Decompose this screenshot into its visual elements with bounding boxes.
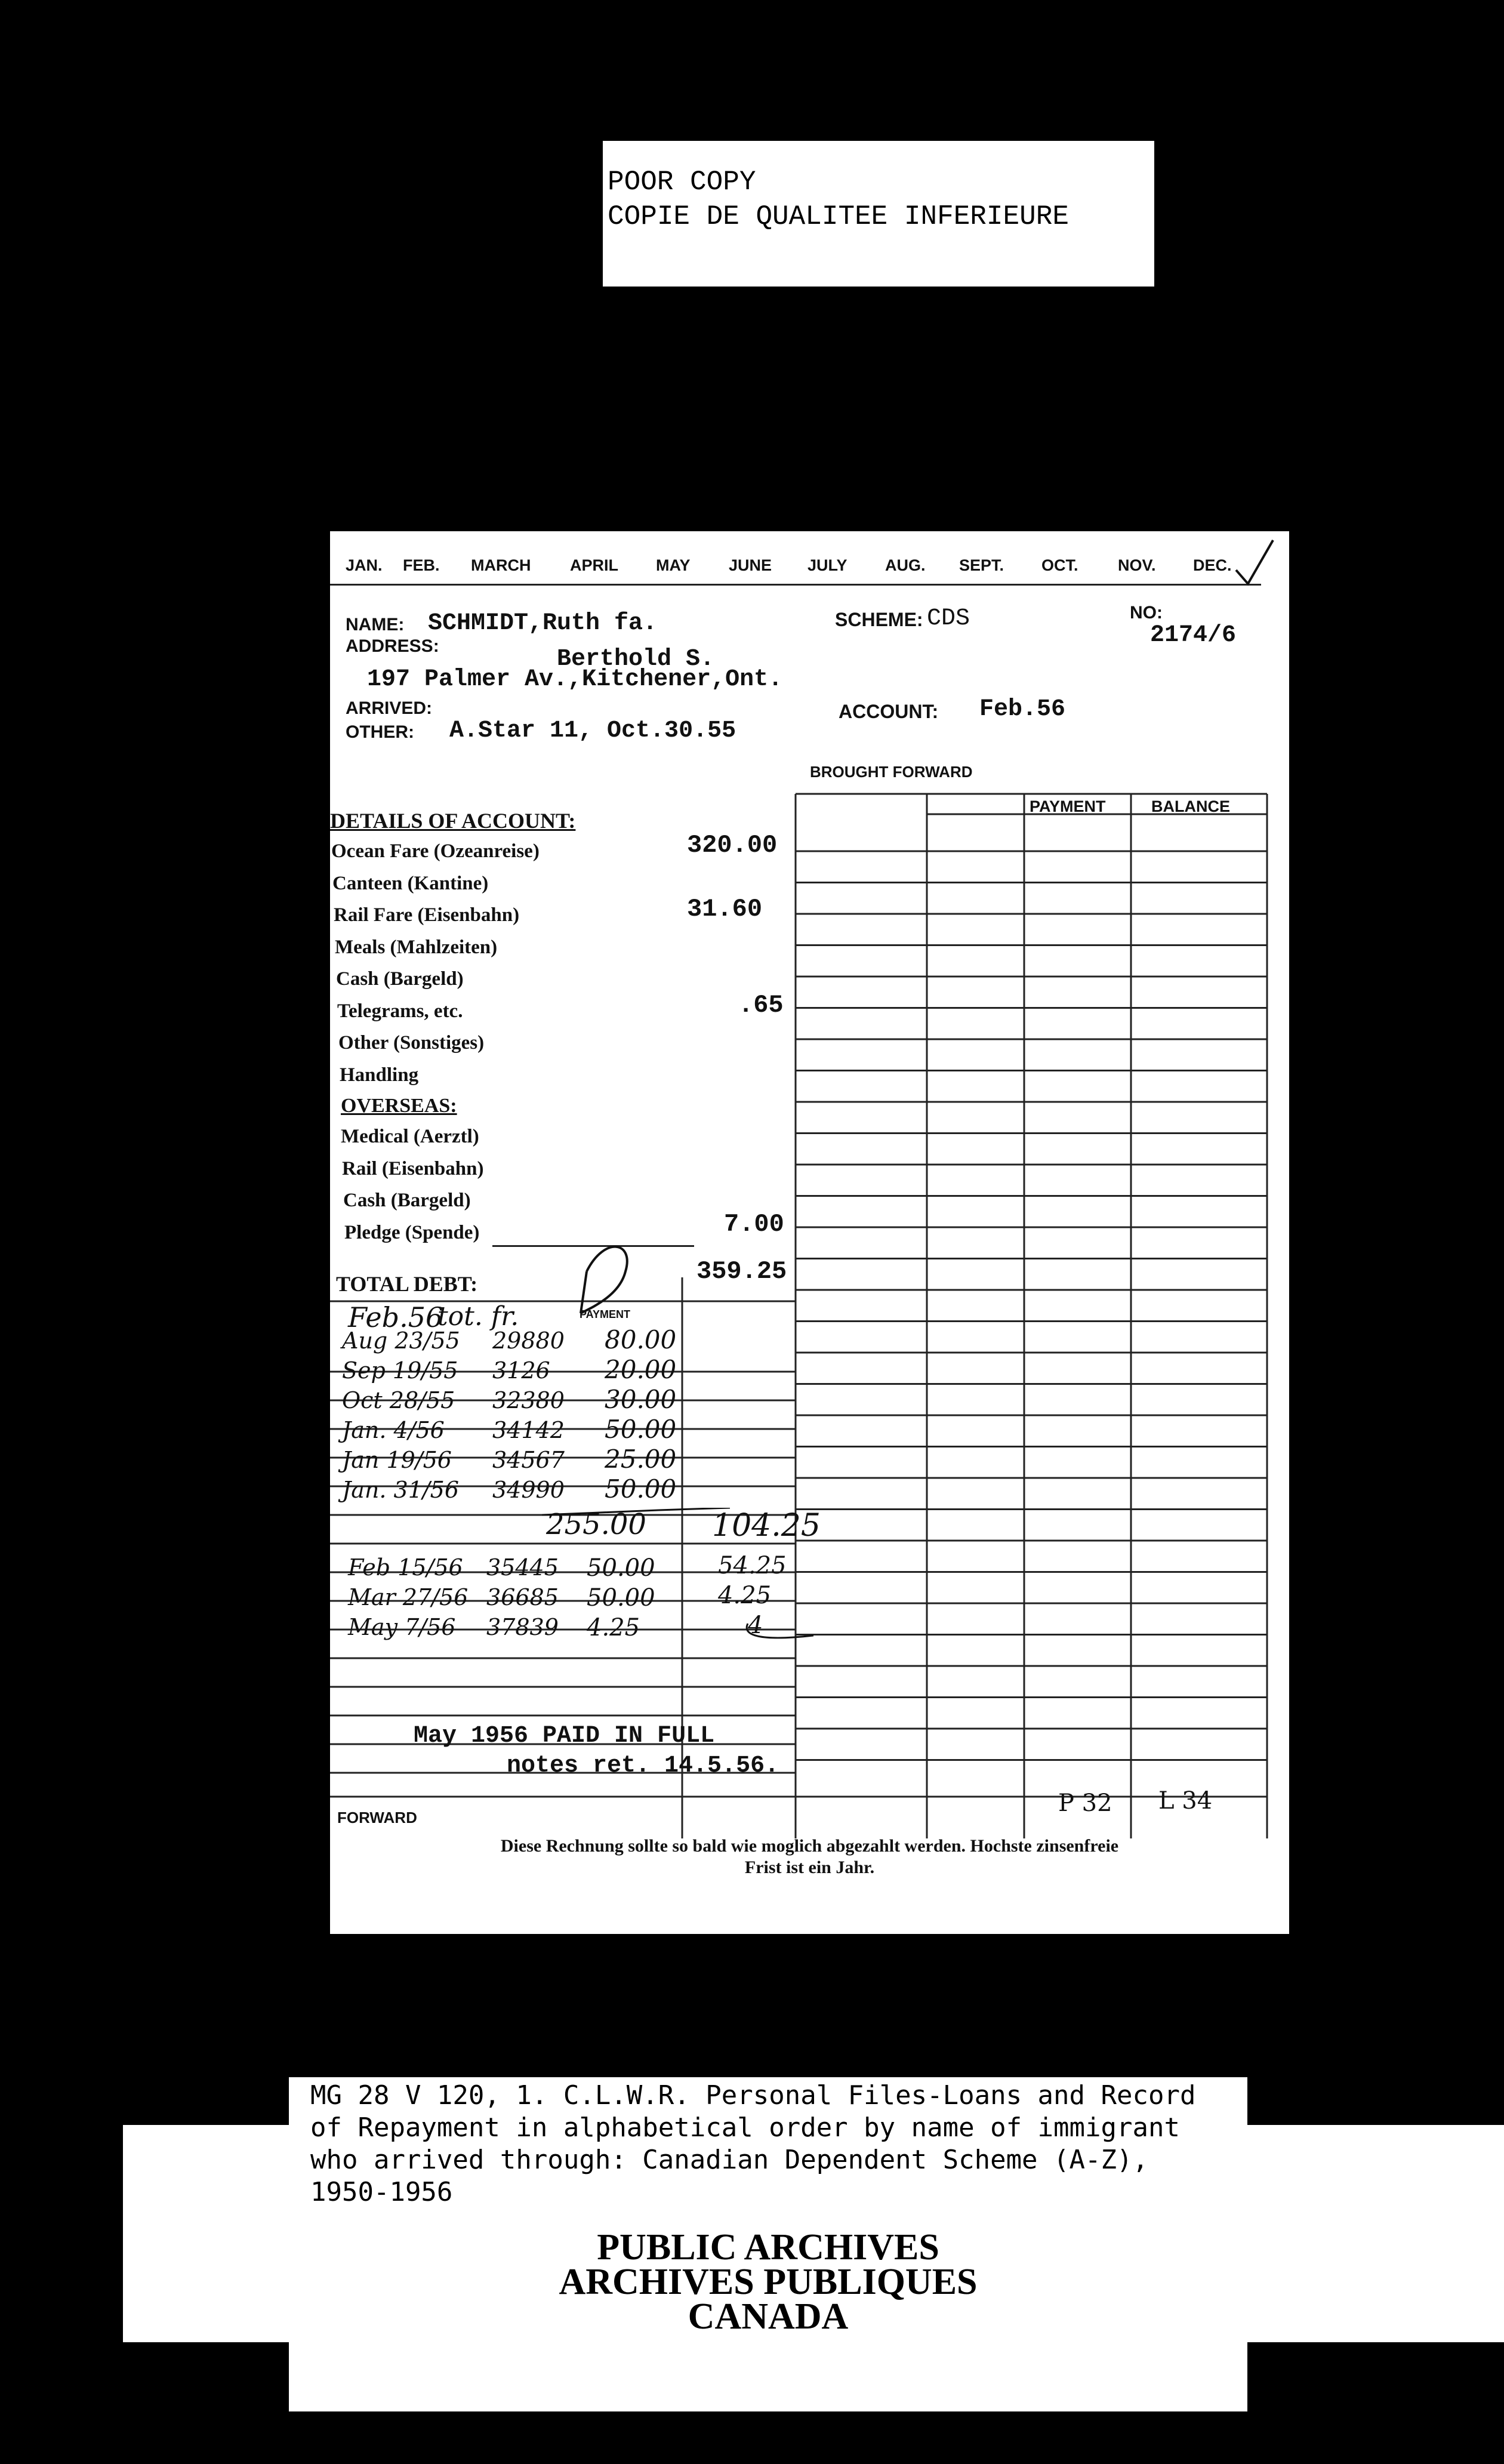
hand-header-note: tot. fr.	[437, 1301, 519, 1332]
archive-line3: who arrived through: Canadian Dependent Scheme (A-Z),	[310, 2145, 1148, 2175]
account-value: Feb.56	[979, 696, 1066, 723]
detail-item-label: Canteen (Kantine)	[332, 872, 489, 894]
archive-line1: MG 28 V 120, 1. C.L.W.R. Personal Files-Loans and Record	[310, 2080, 1196, 2111]
scheme-label: SCHEME:	[835, 609, 923, 630]
notes-line: notes ret. 14.5.56.	[507, 1752, 779, 1779]
month-11: NOV.	[1118, 556, 1156, 574]
ledger-card	[330, 531, 1289, 1934]
payment-ref: 34990	[492, 1477, 565, 1503]
footer-line1: Diese Rechnung sollte so bald wie moglich abgezahlt werden. Hochste zinsenfreie	[500, 1836, 1119, 1856]
overseas-title: OVERSEAS:	[341, 1095, 457, 1117]
month-7: JULY	[808, 556, 847, 574]
month-9: SEPT.	[959, 556, 1004, 574]
poor-copy-label	[603, 141, 1154, 287]
poor-copy-line1: POOR COPY	[608, 167, 756, 198]
footer-line2: Frist ist ein Jahr.	[744, 1858, 875, 1877]
detail-item-label: Meals (Mahlzeiten)	[335, 936, 498, 958]
no-label: NO:	[1130, 603, 1163, 623]
balance-header: BALANCE	[1151, 797, 1230, 815]
payment-ref: 34142	[492, 1417, 565, 1443]
no-value: 2174/6	[1150, 622, 1237, 649]
payment-date: Oct 28/55	[342, 1387, 455, 1413]
overseas-item-amount: 7.00	[724, 1209, 784, 1239]
payment-amount: 80.00	[605, 1325, 677, 1354]
detail-item-label: Cash (Bargeld)	[336, 968, 464, 990]
payment-ref: 3126	[492, 1357, 550, 1384]
poor-copy-line2: COPIE DE QUALITEE INFERIEURE	[608, 201, 1069, 232]
paid-line: May 1956 PAID IN FULL	[414, 1723, 715, 1750]
payment-amount: 30.00	[605, 1385, 677, 1414]
balance-bracket	[742, 1618, 819, 1653]
detail-item-label: Handling	[340, 1064, 419, 1086]
address-line2: 197 Palmer Av.,Kitchener,Ont.	[367, 666, 783, 693]
payment-amount: 25.00	[605, 1444, 677, 1474]
payment-amount: 4.25	[587, 1614, 640, 1641]
subtotal-underline	[539, 1508, 736, 1561]
payment-amount: 50.00	[605, 1415, 677, 1444]
month-12: DEC.	[1193, 556, 1232, 574]
p-ref: P 32	[1058, 1790, 1112, 1817]
l-ref: L 34	[1158, 1787, 1213, 1815]
total-label: TOTAL DEBT:	[336, 1272, 478, 1296]
address-line1: Berthold S.	[557, 646, 715, 673]
archive-stamp-line3: CANADA	[688, 2296, 849, 2337]
payment-date: Aug 23/55	[342, 1328, 460, 1354]
scheme-value: CDS	[927, 605, 970, 632]
hand-header-payment: PAYMENT	[580, 1308, 631, 1320]
payment-date: Jan. 4/56	[342, 1417, 445, 1443]
payment-ref: 32380	[492, 1387, 565, 1413]
subtotal: 255.00	[546, 1508, 646, 1541]
other-value: A.Star 11, Oct.30.55	[449, 717, 736, 744]
hand-header-date: Feb.56	[348, 1301, 443, 1333]
account-label: ACCOUNT:	[839, 701, 939, 722]
name-value: SCHMIDT,Ruth fa.	[428, 610, 658, 637]
month-5: MAY	[656, 556, 691, 574]
payment-balance: 4.25	[718, 1582, 772, 1609]
remaining: 104.25	[712, 1508, 821, 1544]
forward-label: FORWARD	[337, 1809, 417, 1827]
brought-forward-label: BROUGHT FORWARD	[810, 763, 973, 781]
payment-date: Jan 19/56	[342, 1447, 452, 1473]
overseas-item-label: Medical (Aerztl)	[341, 1126, 479, 1147]
detail-item-label: Ocean Fare (Ozeanreise)	[331, 840, 540, 862]
month-4: APRIL	[570, 556, 618, 574]
month-8: AUG.	[885, 556, 926, 574]
payment-ref: 29880	[492, 1328, 565, 1354]
payment-date: Sep 19/55	[342, 1357, 458, 1384]
payment-amount: 20.00	[605, 1355, 677, 1384]
detail-item-amount: 31.60	[687, 895, 763, 923]
detail-item-amount: 320.00	[687, 831, 778, 860]
scribble-mark	[569, 1236, 640, 1325]
payment-ref: 35445	[486, 1554, 559, 1581]
payment-balance: 4	[748, 1612, 763, 1639]
details-title: DETAILS OF ACCOUNT:	[330, 809, 576, 833]
payment-header: PAYMENT	[1030, 797, 1106, 815]
overseas-item-label: Pledge (Spende)	[344, 1221, 480, 1243]
arrived-label: ARRIVED:	[346, 698, 433, 718]
month-6: JUNE	[729, 556, 772, 574]
payment-date: Jan. 31/56	[342, 1477, 460, 1503]
month-10: OCT.	[1041, 556, 1078, 574]
total-value: 359.25	[696, 1257, 787, 1286]
payment-amount: 50.00	[605, 1474, 677, 1504]
overseas-item-label: Cash (Bargeld)	[343, 1190, 471, 1211]
month-1: JAN.	[346, 556, 383, 574]
detail-item-label: Rail Fare (Eisenbahn)	[334, 904, 520, 926]
detail-item-label: Telegrams, etc.	[337, 1000, 463, 1022]
month-3: MARCH	[471, 556, 531, 574]
archive-stamp-line1: PUBLIC ARCHIVES	[597, 2227, 939, 2268]
payment-amount: 50.00	[587, 1584, 655, 1612]
name-label: NAME:	[346, 615, 405, 635]
payment-ref: 36685	[486, 1584, 559, 1610]
payment-date: May 7/56	[348, 1614, 456, 1640]
overseas-item-label: Rail (Eisenbahn)	[342, 1157, 484, 1179]
detail-item-label: Other (Sonstiges)	[338, 1032, 485, 1054]
archive-line4: 1950-1956	[310, 2177, 453, 2207]
payment-ref: 37839	[486, 1614, 559, 1640]
payment-date: Mar 27/56	[348, 1584, 469, 1610]
other-label: OTHER:	[346, 722, 414, 742]
detail-item-amount: .65	[738, 990, 784, 1020]
month-2: FEB.	[403, 556, 440, 574]
archive-stamp-line2: ARCHIVES PUBLIQUES	[559, 2262, 978, 2302]
payment-balance: 54.25	[718, 1552, 787, 1579]
payment-amount: 50.00	[587, 1554, 655, 1582]
payment-date: Feb 15/56	[348, 1554, 463, 1581]
archive-line2: of Repayment in alphabetical order by name of immigrant	[310, 2112, 1180, 2143]
address-label: ADDRESS:	[346, 636, 439, 656]
payment-ref: 34567	[492, 1447, 565, 1473]
